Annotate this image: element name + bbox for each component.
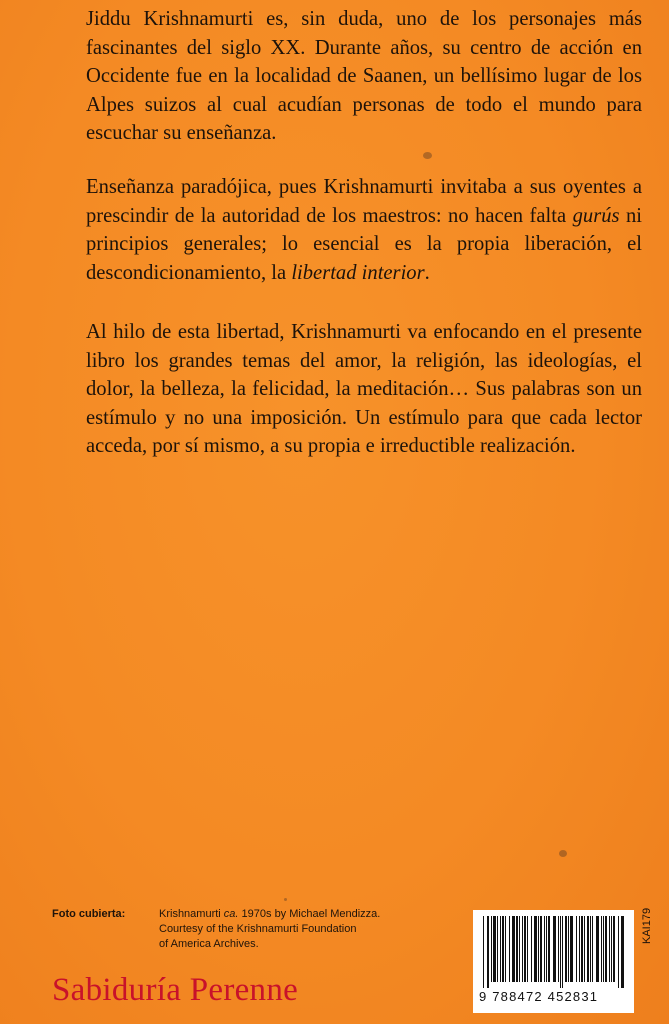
paragraph-text: . [424, 261, 430, 284]
barcode-bar [603, 916, 604, 982]
barcode-bar [524, 916, 526, 982]
barcode-bar [601, 916, 602, 982]
barcode-bar [562, 916, 563, 988]
credits-line-3: of America Archives. [159, 938, 259, 950]
paragraph-text: gurús [572, 204, 620, 227]
barcode-bar [527, 916, 528, 982]
barcode-bar [581, 916, 583, 982]
credits-line-2: Courtesy of the Krishnamurti Foundation [159, 923, 357, 935]
barcode-bar [560, 916, 561, 988]
isbn-barcode [473, 910, 634, 1013]
barcode-bar [548, 916, 550, 982]
paragraph-text: libertad interior [291, 261, 425, 284]
barcode-bar [553, 916, 556, 982]
barcode-bar [534, 916, 537, 982]
barcode-bar [584, 916, 585, 982]
catalog-code: KAI179 [641, 907, 653, 944]
barcode-bar [587, 916, 589, 982]
barcode-bar [596, 916, 599, 982]
paragraph-text: ni principios generales; lo esencial es la propia liberación, el descondicionamiento, la [86, 204, 642, 284]
barcode-number: 9 788472 452831 [479, 989, 599, 1004]
barcode-bar [519, 916, 520, 982]
print-speck [423, 152, 432, 159]
barcode-bars [481, 916, 626, 988]
barcode-bar [540, 916, 542, 982]
barcode-bar [621, 916, 624, 988]
paragraph-text: Al hilo de esta libertad, Krishnamurti va enfocando en el presente libro los grandes temas del amor, la religión, las ideologías, el dolor, la belleza, la felicidad, la meditación… Sus palabras son un estímulo y no una imposición. Un estímulo para que cada lector acceda, por sí mismo, a su propia e irreductible realización. [86, 321, 642, 457]
paragraph-text: Enseñanza paradójica, pues Krishnamurti invitaba a sus oyentes a prescindir de la autoridad de los maestros: no hacen falta [86, 176, 642, 227]
barcode-bar [613, 916, 615, 982]
paragraph-text: Jiddu Krishnamurti es, sin duda, uno de los personajes más fascinantes del siglo XX. Durante años, su centro de acción en Occidente fue en la localidad de Saanen, un bellísimo lugar de los Alpes suizos al cual acudían personas de todo el mundo para escuchar su enseñanza. [86, 8, 642, 144]
credits-line-1: Krishnamurti ca. 1970s by Michael Mendizza. [159, 908, 381, 920]
credits-label: Foto cubierta: [52, 908, 126, 920]
barcode-bar [570, 916, 573, 982]
print-speck [559, 850, 567, 857]
barcode-bar [579, 916, 580, 982]
barcode-bar [590, 916, 591, 982]
barcode-bar [502, 916, 504, 982]
barcode-bar [558, 916, 559, 982]
print-speck [284, 898, 287, 901]
barcode-bar [609, 916, 610, 982]
barcode-bar [568, 916, 569, 982]
barcode-bar [500, 916, 501, 982]
barcode-bar [509, 916, 510, 982]
barcode-bar [522, 916, 523, 982]
barcode-bar [605, 916, 607, 982]
paragraph-1 [86, 5, 642, 148]
barcode-bar [487, 916, 489, 988]
barcode-bar [611, 916, 612, 982]
barcode-bar [483, 916, 484, 988]
barcode-bar [618, 916, 619, 988]
barcode-bar [565, 916, 567, 982]
barcode-bar [493, 916, 496, 982]
barcode-bar [516, 916, 518, 982]
barcode-bar [544, 916, 545, 982]
paragraph-2 [86, 173, 642, 287]
barcode-bar [592, 916, 593, 982]
series-title: Sabiduría Perenne [52, 972, 299, 1008]
barcode-bar [497, 916, 498, 982]
barcode-bar [531, 916, 532, 982]
barcode-bar [512, 916, 515, 982]
paragraph-3 [86, 318, 642, 461]
barcode-bar [546, 916, 547, 982]
barcode-bar [491, 916, 492, 982]
barcode-bar [505, 916, 506, 982]
barcode-bar [538, 916, 539, 982]
barcode-bar [576, 916, 577, 982]
